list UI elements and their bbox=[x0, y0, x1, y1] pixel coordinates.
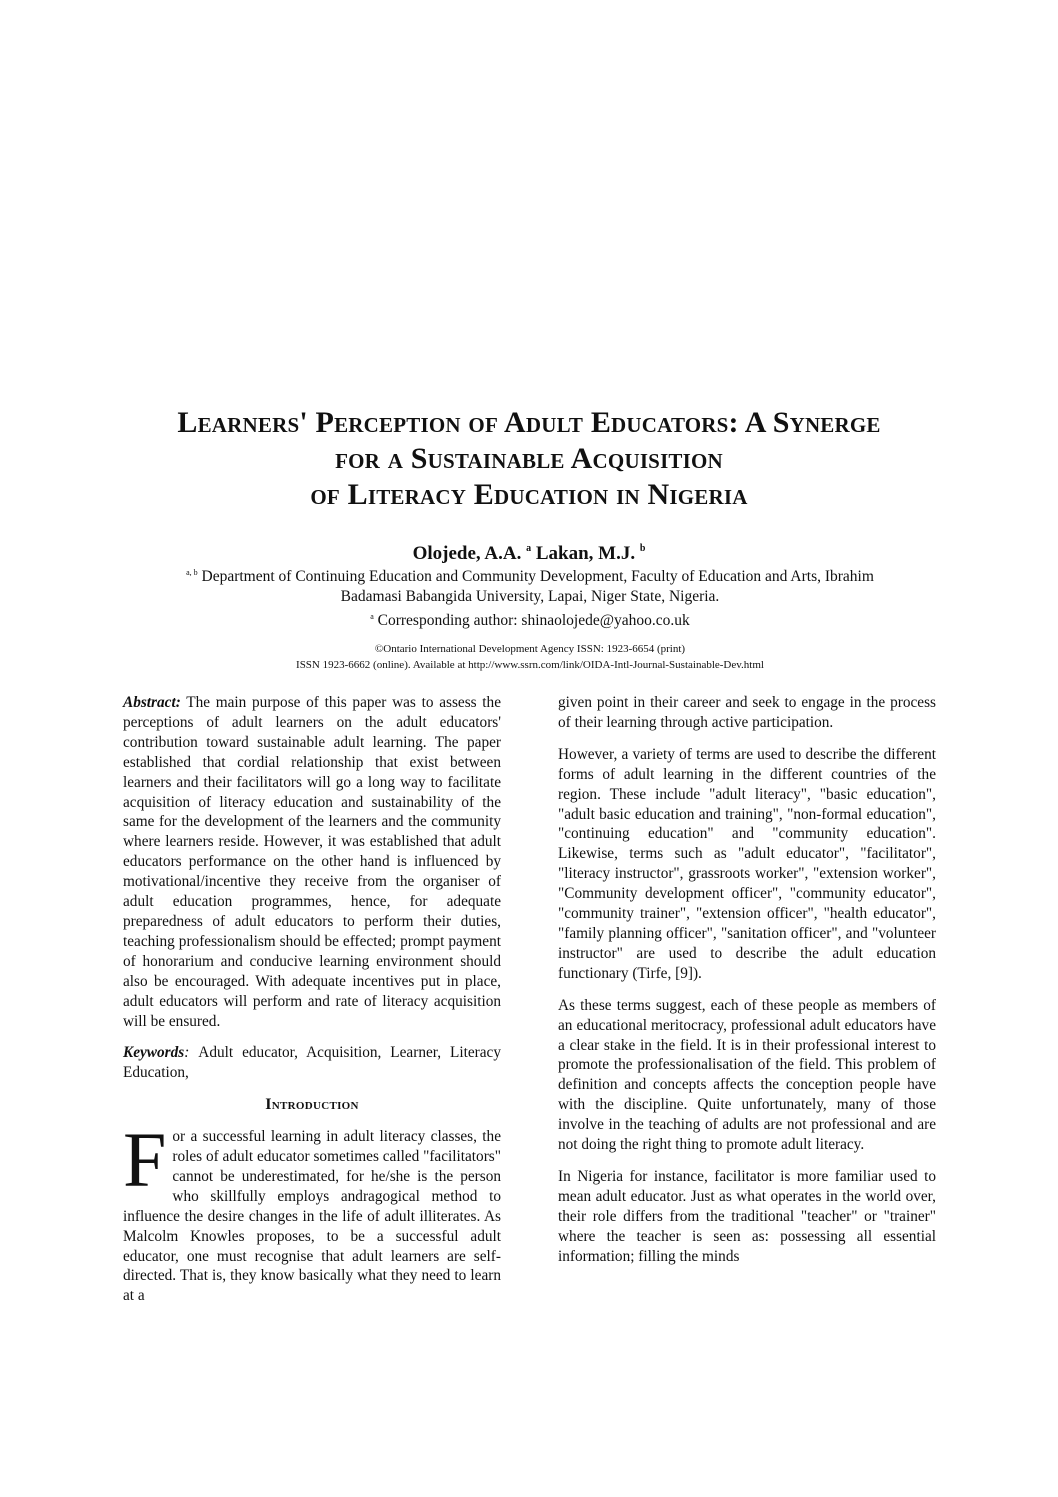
corresponding-mark: a bbox=[370, 612, 374, 621]
affiliation-marks: a, b bbox=[186, 568, 198, 577]
affiliation bbox=[130, 563, 930, 631]
corresponding-author bbox=[130, 607, 930, 631]
author-name: Olojede, A.A. bbox=[412, 543, 522, 564]
intro-paragraph-4: In Nigeria for instance, facilitator is more familiar used to mean adult educator. Just as what operates in the world over, their role differs from the traditional "teacher" or "trainer" where the teacher is seen as: possessing all essential information; filling the minds bbox=[558, 1167, 936, 1265]
keywords-text: Adult educator, Acquisition, Learner, Literacy Education, bbox=[123, 1044, 501, 1082]
paper-title bbox=[0, 405, 1058, 513]
abstract-label: Abstract: bbox=[123, 694, 181, 711]
intro-paragraph-3: As these terms suggest, each of these people as members of an educational meritocracy, professional adult educators have a clear stake in the field. It is in their professional interest to promote the professionalisation of the field. This problem of definition and concepts affects the conception people have with the discipline. Quite unfortunately, many of those involve in the teaching of adults are not professional and are not doing the right thing to promote adult literacy. bbox=[558, 996, 936, 1154]
intro-paragraph-1 bbox=[123, 1116, 501, 1306]
intro-paragraph-2: However, a variety of terms are used to describe the different forms of adult learning in the different countries of the region. These include "adult literacy", "basic education", "adult basic education and training", "non-formal education", "continuing education" and "community education". Likewise, terms such as "adult educator", "facilitator", "literacy instructor", grassroots worker", "extension worker", "Community development officer", "community educator", "community trainer", "extension officer", "health educator", "family planning officer", "sanitation officer", and "volunteer instructor" are used to describe the adult education functionary (Tirfe, [9]). bbox=[558, 745, 936, 982]
corresponding-email[interactable]: Corresponding author: shinaolojede@yahoo.co.uk bbox=[377, 612, 690, 629]
affiliation-text: Department of Continuing Education and Community Development, Faculty of Education and Arts, Ibrahim bbox=[201, 568, 874, 585]
author-mark: a bbox=[526, 543, 532, 554]
abstract-text: The main purpose of this paper was to assess the perceptions of adult learners on the adult educators' contribution toward sustainable adult learning. The paper established that cordial relationship that exist between learners and their facilitators will go a long way to facilitate acquisition of literacy education and sustainability of the same for the development of the learners and the community where learners reside. However, it was established that adult educators performance on the other hand is influenced by motivational/incentive they receive from the organiser of adult education programmes, hence, for adequate preparedness of adult educators to perform their duties, teaching professionalism should be effected; prompt payment of honorarium and conducive learning environment should also be encouraged. With adequate incentives put in place, adult educators will perform and rate of literacy acquisition will be ensured. bbox=[123, 694, 501, 1030]
drop-cap: F bbox=[123, 1116, 167, 1204]
keywords-label: Keywords bbox=[123, 1044, 185, 1062]
title-line-2: for a Sustainable Acquisition bbox=[335, 442, 723, 475]
keywords-colon: : bbox=[184, 1044, 199, 1062]
publication-info bbox=[130, 641, 930, 673]
title-line-3: of Literacy Education in Nigeria bbox=[310, 478, 748, 511]
affiliation-line-2: Badamasi Babangida University, Lapai, Niger State, Nigeria. bbox=[340, 588, 720, 605]
intro-paragraph-1-continued: given point in their career and seek to engage in the process of their learning through active participation. bbox=[558, 694, 936, 731]
author-mark: b bbox=[639, 543, 646, 554]
title-line-1: Learners' Perception of Adult Educators: A Synerge bbox=[177, 406, 881, 439]
intro-paragraph-1-text: or a successful learning in adult literacy classes, the roles of adult educator sometimes called "facilitators" cannot be underestimated, for he/she is the person who skillfully employs andragogical method to influence the desire changes in the life of adult illiterates. As Malcolm Knowles proposes, to be a successful adult educator, one must recognise that adult learners are self-directed. That is, they know basically what they need to learn at a bbox=[123, 1128, 501, 1305]
author-name: Lakan, M.J. bbox=[535, 543, 636, 564]
affiliation-line-1 bbox=[130, 563, 930, 587]
publication-line-2[interactable]: ISSN 1923-6662 (online). Available at http://www.ssrn.com/link/OIDA-Intl-Journal-Sustainable-Dev.html bbox=[296, 659, 764, 671]
section-heading-introduction: Introduction bbox=[265, 1096, 359, 1114]
keywords bbox=[123, 1043, 501, 1083]
abstract bbox=[123, 693, 501, 1031]
left-column bbox=[123, 693, 501, 1306]
authors bbox=[0, 537, 1058, 566]
right-column bbox=[558, 693, 936, 1278]
publication-line-1: ©Ontario International Development Agency ISSN: 1923-6654 (print) bbox=[374, 643, 686, 655]
